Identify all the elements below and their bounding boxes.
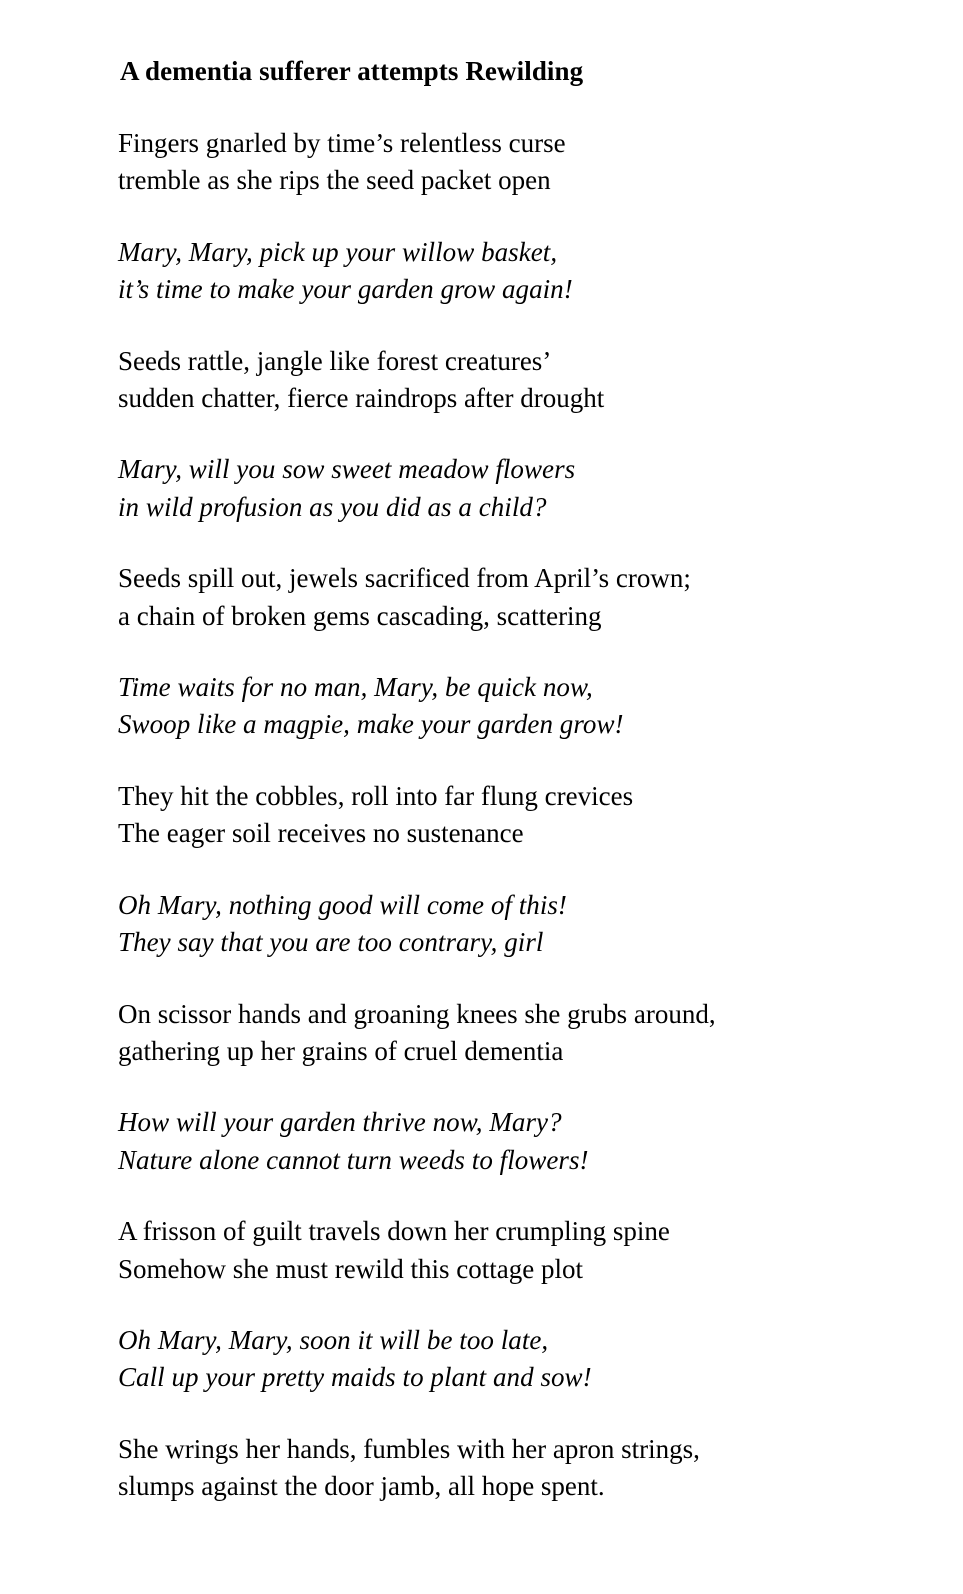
stanza	[118, 125, 908, 200]
stanza	[118, 1431, 908, 1506]
poem-line: How will your garden thrive now, Mary?	[118, 1107, 562, 1138]
poem-line: Swoop like a magpie, make your garden grow!	[118, 709, 624, 740]
poem-line: in wild profusion as you did as a child?	[118, 491, 547, 522]
stanza	[118, 451, 908, 526]
poem-line: Mary, will you sow sweet meadow flowers	[118, 454, 576, 485]
poem-line: They hit the cobbles, roll into far flung crevices	[118, 780, 634, 811]
poem-line: Nature alone cannot turn weeds to flowers!	[118, 1144, 589, 1175]
poem-line: Time waits for no man, Mary, be quick now,	[118, 672, 593, 703]
stanza	[118, 996, 908, 1071]
stanza	[118, 1104, 908, 1179]
poem-line: slumps against the door jamb, all hope spent.	[118, 1471, 605, 1502]
poem-line: Fingers gnarled by time’s relentless curse	[118, 128, 566, 158]
poem-body	[118, 54, 908, 1506]
stanza	[118, 560, 908, 635]
stanza	[118, 887, 908, 962]
page-title: A dementia sufferer attempts Rewilding	[120, 56, 584, 86]
poem-line: Seeds spill out, jewels sacrificed from April’s crown;	[118, 563, 691, 594]
poem-line: Somehow she must rewild this cottage plot	[118, 1253, 583, 1284]
poem-line: Oh Mary, nothing good will come of this!	[118, 889, 567, 920]
poem-line: A frisson of guilt travels down her crumpling spine	[118, 1216, 670, 1247]
stanza	[118, 343, 908, 418]
stanza-container	[118, 125, 908, 1506]
poem-line: On scissor hands and groaning knees she grubs around,	[118, 998, 716, 1029]
stanza	[118, 1213, 908, 1288]
stanza	[118, 669, 908, 744]
poem-line: gathering up her grains of cruel dementia	[118, 1035, 564, 1066]
poem-line: it’s time to make your garden grow again!	[118, 274, 573, 305]
poem-line: a chain of broken gems cascading, scattering	[118, 600, 602, 631]
poem-line: Call up your pretty maids to plant and sow!	[118, 1362, 592, 1393]
poem-line: tremble as she rips the seed packet open	[118, 165, 551, 196]
stanza	[118, 1322, 908, 1397]
poem-line: Oh Mary, Mary, soon it will be too late,	[118, 1324, 549, 1355]
poem-line: They say that you are too contrary, girl	[118, 927, 544, 958]
poem-line: Seeds rattle, jangle like forest creatures’	[118, 345, 552, 376]
poem-line: The eager soil receives no sustenance	[118, 818, 524, 849]
poem-line: sudden chatter, fierce raindrops after drought	[118, 383, 605, 414]
poem-line: Mary, Mary, pick up your willow basket,	[118, 236, 558, 267]
stanza	[118, 778, 908, 853]
poem-line: She wrings her hands, fumbles with her apron strings,	[118, 1433, 700, 1464]
stanza	[118, 234, 908, 309]
